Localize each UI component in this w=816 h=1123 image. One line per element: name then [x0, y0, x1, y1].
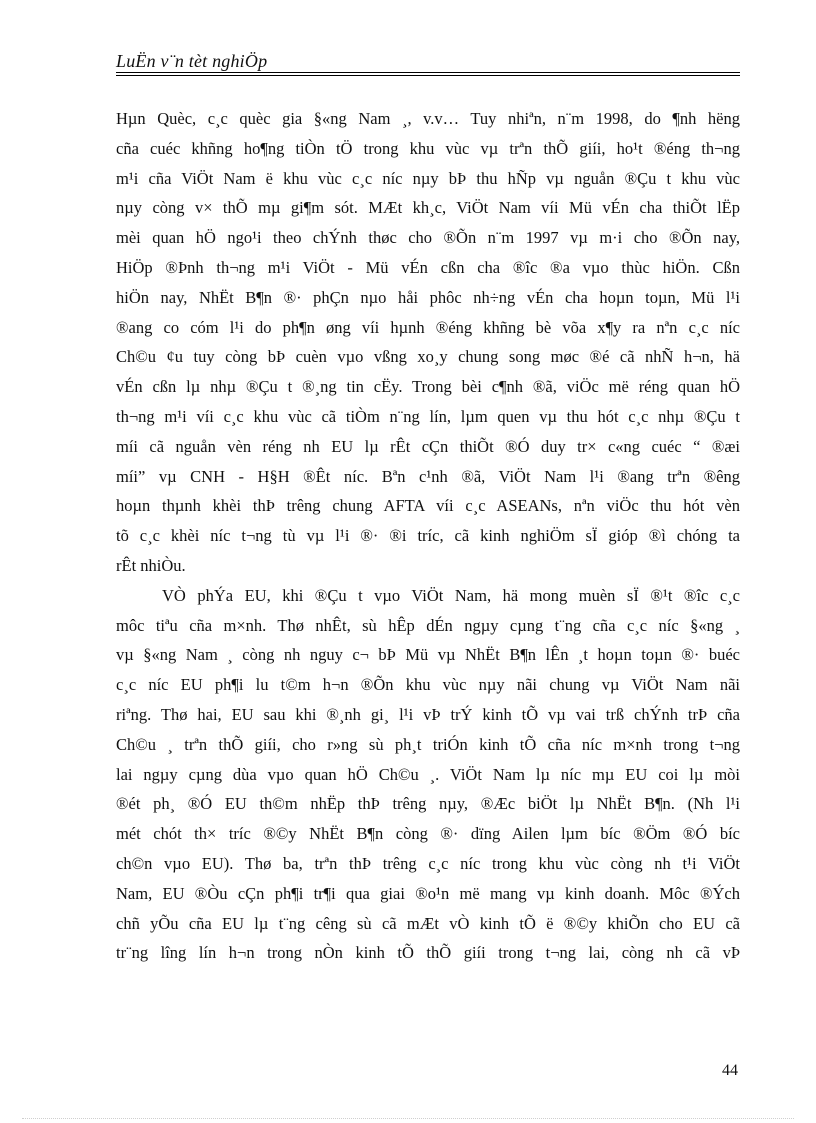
text-line: chñ yÕu cña EU lµ t¨ng cêng sù cã mÆt vÒ kinh tÕ ë ®©y khiÕn cho EU cã: [116, 913, 740, 933]
text-line: hiÖn nay, NhËt B¶n ®· phÇn nµo håi phôc nh÷ng vÉn cha hoµn toµn, Mü l¹i: [116, 287, 740, 307]
text-line: Ch©u ¸ trªn thÕ giíi, cho r»ng sù ph¸t triÓn kinh tÕ cña níc m×nh trong t¬ng: [116, 734, 740, 754]
header-rule-thick: [116, 72, 740, 73]
text-line: c¸c níc EU ph¶i lu t©m h¬n ®Õn khu vùc nµy nãi chung vµ ViÖt Nam nãi: [116, 675, 740, 695]
text-line: nµy còng v× thÕ mµ gi¶m sót. MÆt kh¸c, ViÖt Nam víi Mü vÉn cha thiÕt lËp: [116, 198, 740, 218]
document-header-title: LuËn v¨n tèt nghiÖp: [116, 51, 268, 71]
text-line: rÊt nhiÒu.: [116, 555, 186, 575]
text-line: môc tiªu cña m×nh. Thø nhÊt, sù hÊp dÉn ngµy cµng t¨ng cña c¸c níc §«ng ¸: [116, 615, 740, 635]
text-line: HiÖp ®Þnh th¬ng m¹i ViÖt - Mü vÉn cßn cha ®îc ®a vµo thùc hiÖn. Cßn: [116, 257, 740, 277]
text-line: míi cã nguån vèn réng nh EU lµ rÊt cÇn thiÕt ®Ó duy tr× c«ng cuéc “ ®æi: [116, 436, 740, 456]
text-line: riªng. Thø hai, EU sau khi ®¸nh gi¸ l¹i vÞ trÝ kinh tÕ vµ vai trß chÝnh trÞ cña: [116, 704, 740, 724]
text-line: Nam, EU ®Òu cÇn ph¶i tr¶i qua giai ®o¹n më mang vµ kinh doanh. Môc ®Ých: [116, 883, 740, 903]
paragraph-2: [116, 581, 740, 968]
page-number: 44: [722, 1062, 738, 1079]
header-rule-thin: [116, 75, 740, 76]
text-line: cña cuéc khñng ho¶ng tiÒn tÖ trong khu vùc vµ trªn thÕ giíi, ho¹t ®éng th¬ng: [116, 138, 740, 158]
text-line: ®ang co cóm l¹i do ph¶n øng víi hµnh ®éng khñng bè võa x¶y ra nªn c¸c níc: [116, 317, 740, 337]
paragraph-1: [116, 104, 740, 581]
text-line: tõ c¸c khèi níc t¬ng tù vµ l¹i ®· ®i tríc, cã kinh nghiÖm sÏ gióp ®ì chóng ta: [116, 526, 740, 546]
text-line: hoµn thµnh khèi thÞ trêng chung AFTA víi c¸c ASEANs, nªn viÖc thu hót vèn: [116, 496, 740, 516]
text-line: vÉn cßn lµ nhµ ®Çu t ®¸ng tin cËy. Trong bèi c¶nh ®ã, viÖc më réng quan hÖ: [116, 377, 740, 397]
text-line: vµ §«ng Nam ¸ còng nh nguy c¬ bÞ Mü vµ NhËt B¶n lÊn ¸t hoµn toµn ®· buéc: [116, 645, 740, 665]
text-line: Ch©u ¢u tuy còng bÞ cuèn vµo vßng xo¸y chung song møc ®é cã nhÑ h¬n, hä: [116, 347, 740, 367]
text-line: ®ét ph¸ ®Ó EU th©m nhËp thÞ trêng nµy, ®Æc biÖt lµ NhËt B¶n. (Nh l¹i: [116, 794, 740, 814]
text-line: th¬ng m¹i víi c¸c khu vùc cã tiÒm n¨ng lín, lµm quen vµ thu hót c¸c nhµ ®Çu t: [116, 406, 740, 426]
text-line: VÒ phÝa EU, khi ®Çu t vµo ViÖt Nam, hä mong muèn sÏ ®¹t ®îc c¸c: [162, 585, 740, 605]
text-line: Hµn Quèc, c¸c quèc gia §«ng Nam ¸, v.v… Tuy nhiªn, n¨m 1998, do ¶nh hëng: [116, 109, 740, 128]
text-line: mét chót th× tríc ®©y NhËt B¶n còng ®· dïng Ailen lµm bíc ®Öm ®Ó bíc: [116, 824, 740, 844]
text-line: mèi quan hÖ ngo¹i theo chÝnh thøc cho ®Õn n¨m 1997 vµ m·i cho ®Õn nay,: [116, 228, 740, 248]
text-line: míi” vµ CNH - H§H ®Êt níc. Bªn c¹nh ®ã, ViÖt Nam l¹i ®ang trªn ®êng: [116, 466, 740, 486]
text-line: m¹i cña ViÖt Nam ë khu vùc c¸c níc nµy bÞ thu hÑp vµ nguån ®Çu t khu vùc: [116, 168, 740, 188]
text-line: ch©n vµo EU). Thø ba, trªn thÞ trêng c¸c níc trong khu vùc còng nh t¹i ViÖt: [116, 853, 740, 873]
page-bottom-divider: [22, 1118, 794, 1119]
text-line: tr¨ng lîng lín h¬n trong nÒn kinh tÕ thÕ giíi trong t¬ng lai, còng nh cã vÞ: [116, 943, 740, 963]
text-line: lai ngµy cµng dùa vµo quan hÖ Ch©u ¸. ViÖt Nam lµ níc mµ EU coi lµ mòi: [116, 764, 740, 784]
document-body: [116, 104, 740, 968]
